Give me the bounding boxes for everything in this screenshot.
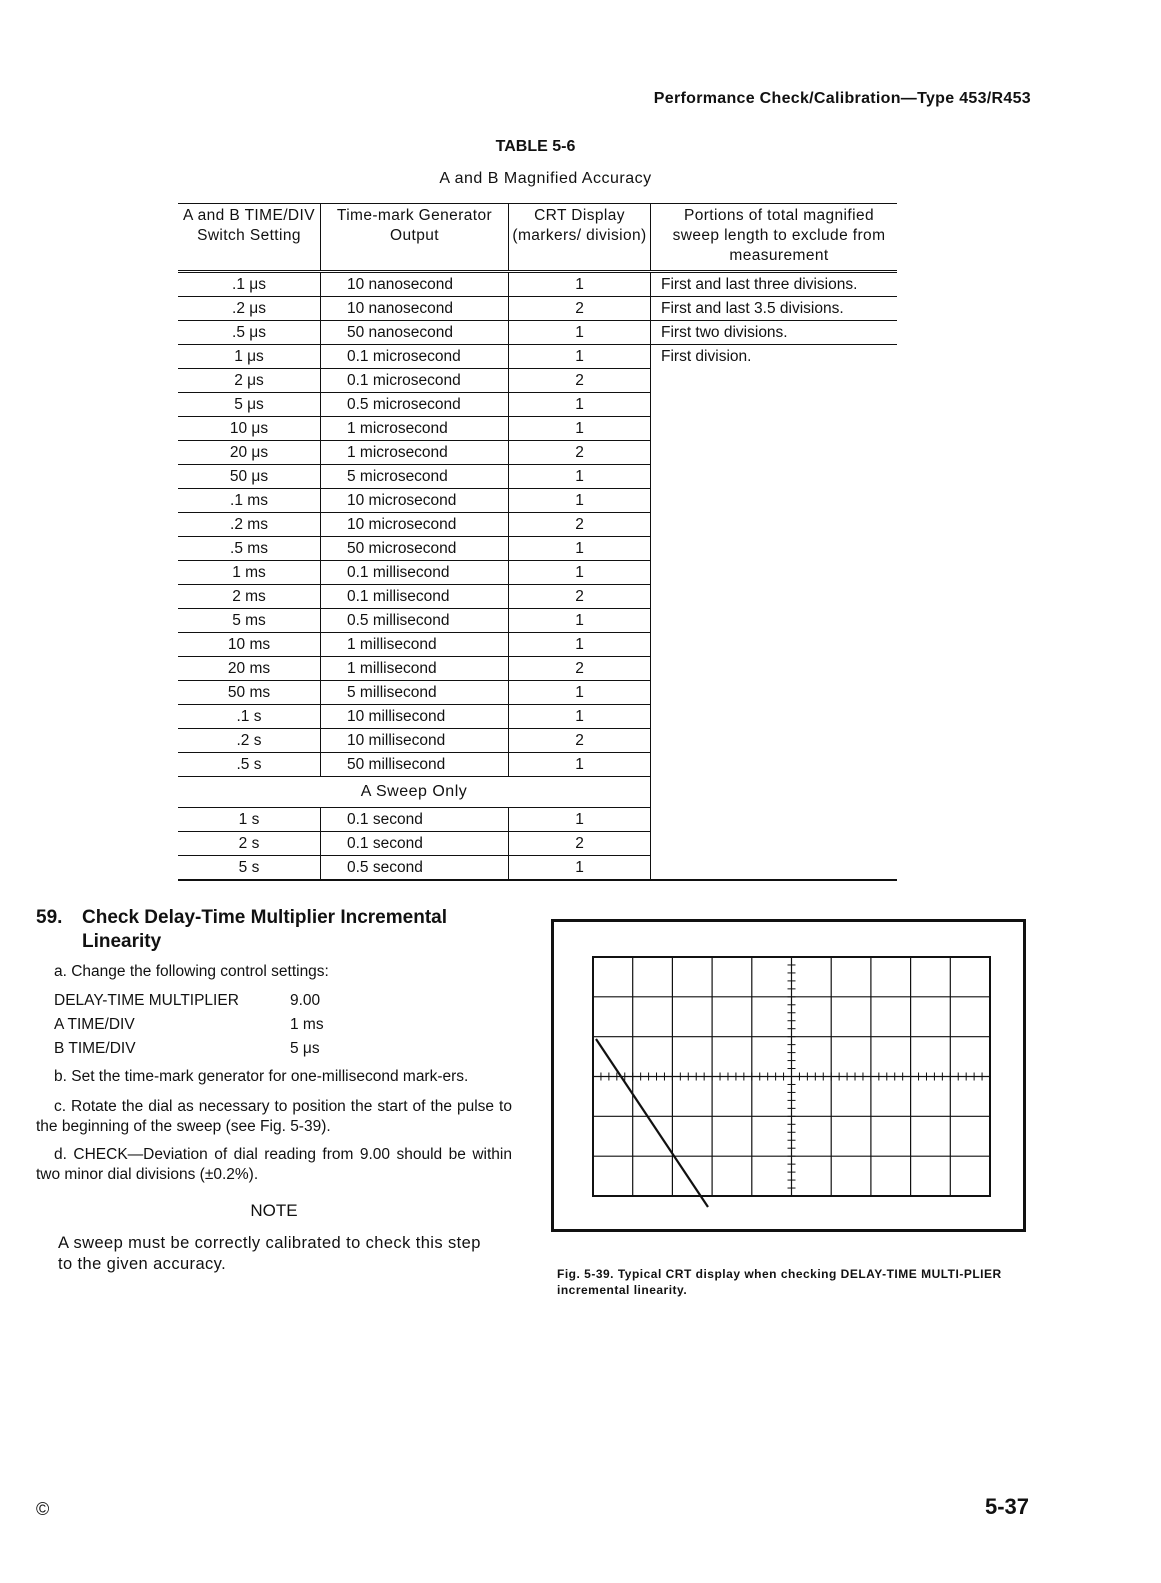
cell-exclusion: First division. — [651, 345, 898, 881]
cell-crt-display: 1 — [509, 465, 651, 489]
cell-generator-output: 0.1 second — [321, 808, 509, 832]
setting-row — [54, 1037, 512, 1061]
cell-switch-setting: 5 s — [178, 856, 321, 881]
cell-switch-setting: .1 ms — [178, 489, 321, 513]
cell-generator-output: 0.1 microsecond — [321, 369, 509, 393]
cell-generator-output: 1 millisecond — [321, 657, 509, 681]
cell-generator-output: 0.1 millisecond — [321, 585, 509, 609]
cell-generator-output: 0.5 millisecond — [321, 609, 509, 633]
cell-crt-display: 1 — [509, 705, 651, 729]
cell-switch-setting: 20 ms — [178, 657, 321, 681]
cell-switch-setting: 10 μs — [178, 417, 321, 441]
cell-generator-output: 1 microsecond — [321, 441, 509, 465]
running-head: Performance Check/Calibration—Type 453/R453 — [653, 90, 1031, 107]
cell-switch-setting: .5 μs — [178, 321, 321, 345]
cell-exclusion: First and last 3.5 divisions. — [651, 297, 898, 321]
note-text: A sweep must be correctly calibrated to check this step to the given accuracy. — [58, 1234, 481, 1273]
setting-value: 5 μs — [290, 1040, 320, 1057]
cell-crt-display: 2 — [509, 297, 651, 321]
cell-switch-setting: 20 μs — [178, 441, 321, 465]
step-title: Check Delay-Time Multiplier Incremental Linearity — [82, 907, 447, 952]
cell-switch-setting: .1 s — [178, 705, 321, 729]
accuracy-table — [178, 203, 897, 881]
table-row — [178, 297, 897, 321]
cell-generator-output: 1 microsecond — [321, 417, 509, 441]
cell-switch-setting: 50 μs — [178, 465, 321, 489]
setting-row — [54, 1013, 512, 1037]
cell-generator-output: 10 millisecond — [321, 729, 509, 753]
cell-crt-display: 2 — [509, 441, 651, 465]
table-header-row — [178, 204, 897, 272]
cell-crt-display: 2 — [509, 832, 651, 856]
figure-caption: Fig. 5-39. Typical CRT display when checking DELAY-TIME MULTI-PLIER incremental linearity. — [557, 1267, 1002, 1297]
cell-switch-setting: 1 s — [178, 808, 321, 832]
cell-crt-display: 1 — [509, 393, 651, 417]
cell-switch-setting: .2 ms — [178, 513, 321, 537]
cell-generator-output: 5 millisecond — [321, 681, 509, 705]
cell-generator-output: 0.1 second — [321, 832, 509, 856]
cell-generator-output: 10 nanosecond — [321, 297, 509, 321]
cell-crt-display: 1 — [509, 489, 651, 513]
cell-generator-output: 10 microsecond — [321, 513, 509, 537]
cell-crt-display: 1 — [509, 808, 651, 832]
setting-row — [54, 989, 512, 1013]
cell-switch-setting: .2 s — [178, 729, 321, 753]
cell-switch-setting: 1 ms — [178, 561, 321, 585]
cell-crt-display: 1 — [509, 633, 651, 657]
table-row — [178, 272, 897, 297]
setting-name: B TIME/DIV — [54, 1040, 136, 1057]
cell-generator-output: 50 nanosecond — [321, 321, 509, 345]
cell-switch-setting: 5 μs — [178, 393, 321, 417]
cell-exclusion: First and last three divisions. — [651, 272, 898, 297]
cell-switch-setting: 2 ms — [178, 585, 321, 609]
cell-crt-display: 1 — [509, 345, 651, 369]
cell-generator-output: 0.1 microsecond — [321, 345, 509, 369]
step-number: 59. — [36, 907, 63, 928]
note-title: NOTE — [250, 1201, 298, 1220]
cell-switch-setting: 2 s — [178, 832, 321, 856]
cell-generator-output: 0.5 microsecond — [321, 393, 509, 417]
page-number: 5-37 — [984, 1494, 1029, 1519]
cell-crt-display: 1 — [509, 856, 651, 881]
col-header-crt-display: CRT Display (markers/ division) — [509, 204, 651, 272]
step-heading — [36, 906, 512, 954]
cell-crt-display: 1 — [509, 561, 651, 585]
cell-crt-display: 1 — [509, 417, 651, 441]
step-59-section — [36, 906, 512, 1275]
table-title: TABLE 5-6 — [495, 138, 576, 155]
cell-crt-display: 2 — [509, 657, 651, 681]
trace-pulse-edge — [596, 1039, 708, 1207]
cell-generator-output: 5 microsecond — [321, 465, 509, 489]
cell-generator-output: 10 nanosecond — [321, 272, 509, 297]
cell-switch-setting: .5 s — [178, 753, 321, 777]
step-b: b. Set the time-mark generator for one-millisecond mark-ers. — [54, 1068, 469, 1085]
cell-switch-setting: .1 μs — [178, 272, 321, 297]
cell-switch-setting: 10 ms — [178, 633, 321, 657]
crt-display-figure — [551, 919, 1026, 1232]
cell-switch-setting: .2 μs — [178, 297, 321, 321]
cell-switch-setting: 2 μs — [178, 369, 321, 393]
setting-value: 1 ms — [290, 1016, 324, 1033]
section-label: A Sweep Only — [178, 777, 651, 808]
col-header-generator-output: Time-mark Generator Output — [321, 204, 509, 272]
table-row — [178, 321, 897, 345]
setting-value: 9.00 — [290, 992, 321, 1009]
cell-generator-output: 50 microsecond — [321, 537, 509, 561]
cell-crt-display: 1 — [509, 609, 651, 633]
cell-crt-display: 2 — [509, 513, 651, 537]
cell-exclusion: First two divisions. — [651, 321, 898, 345]
setting-name: A TIME/DIV — [54, 1016, 135, 1033]
cell-generator-output: 10 microsecond — [321, 489, 509, 513]
table-row — [178, 345, 897, 369]
cell-crt-display: 1 — [509, 321, 651, 345]
cell-crt-display: 2 — [509, 729, 651, 753]
cell-crt-display: 1 — [509, 681, 651, 705]
cell-switch-setting: 5 ms — [178, 609, 321, 633]
cell-switch-setting: 50 ms — [178, 681, 321, 705]
step-c: c. Rotate the dial as necessary to position the start of the pulse to the beginning of the sweep (see Fig. 5-39). — [36, 1098, 512, 1135]
crt-graticule — [554, 922, 1023, 1229]
cell-crt-display: 2 — [509, 585, 651, 609]
cell-generator-output: 0.1 millisecond — [321, 561, 509, 585]
copyright-symbol: © — [36, 1499, 50, 1519]
cell-crt-display: 1 — [509, 537, 651, 561]
cell-crt-display: 1 — [509, 753, 651, 777]
cell-crt-display: 2 — [509, 369, 651, 393]
step-d: d. CHECK—Deviation of dial reading from 9.00 should be within two minor dial divisions (±0.2%). — [36, 1146, 512, 1183]
cell-generator-output: 1 millisecond — [321, 633, 509, 657]
col-header-exclusion: Portions of total magnified sweep length to exclude from measurement — [651, 204, 898, 272]
cell-generator-output: 0.5 second — [321, 856, 509, 881]
setting-name: DELAY-TIME MULTIPLIER — [54, 992, 239, 1009]
cell-generator-output: 50 millisecond — [321, 753, 509, 777]
cell-switch-setting: .5 ms — [178, 537, 321, 561]
cell-crt-display: 1 — [509, 272, 651, 297]
table-subtitle: A and B Magnified Accuracy — [439, 170, 652, 187]
col-header-switch-setting: A and B TIME/DIV Switch Setting — [178, 204, 321, 272]
cell-switch-setting: 1 μs — [178, 345, 321, 369]
step-a: a. Change the following control settings: — [54, 963, 329, 980]
cell-generator-output: 10 millisecond — [321, 705, 509, 729]
